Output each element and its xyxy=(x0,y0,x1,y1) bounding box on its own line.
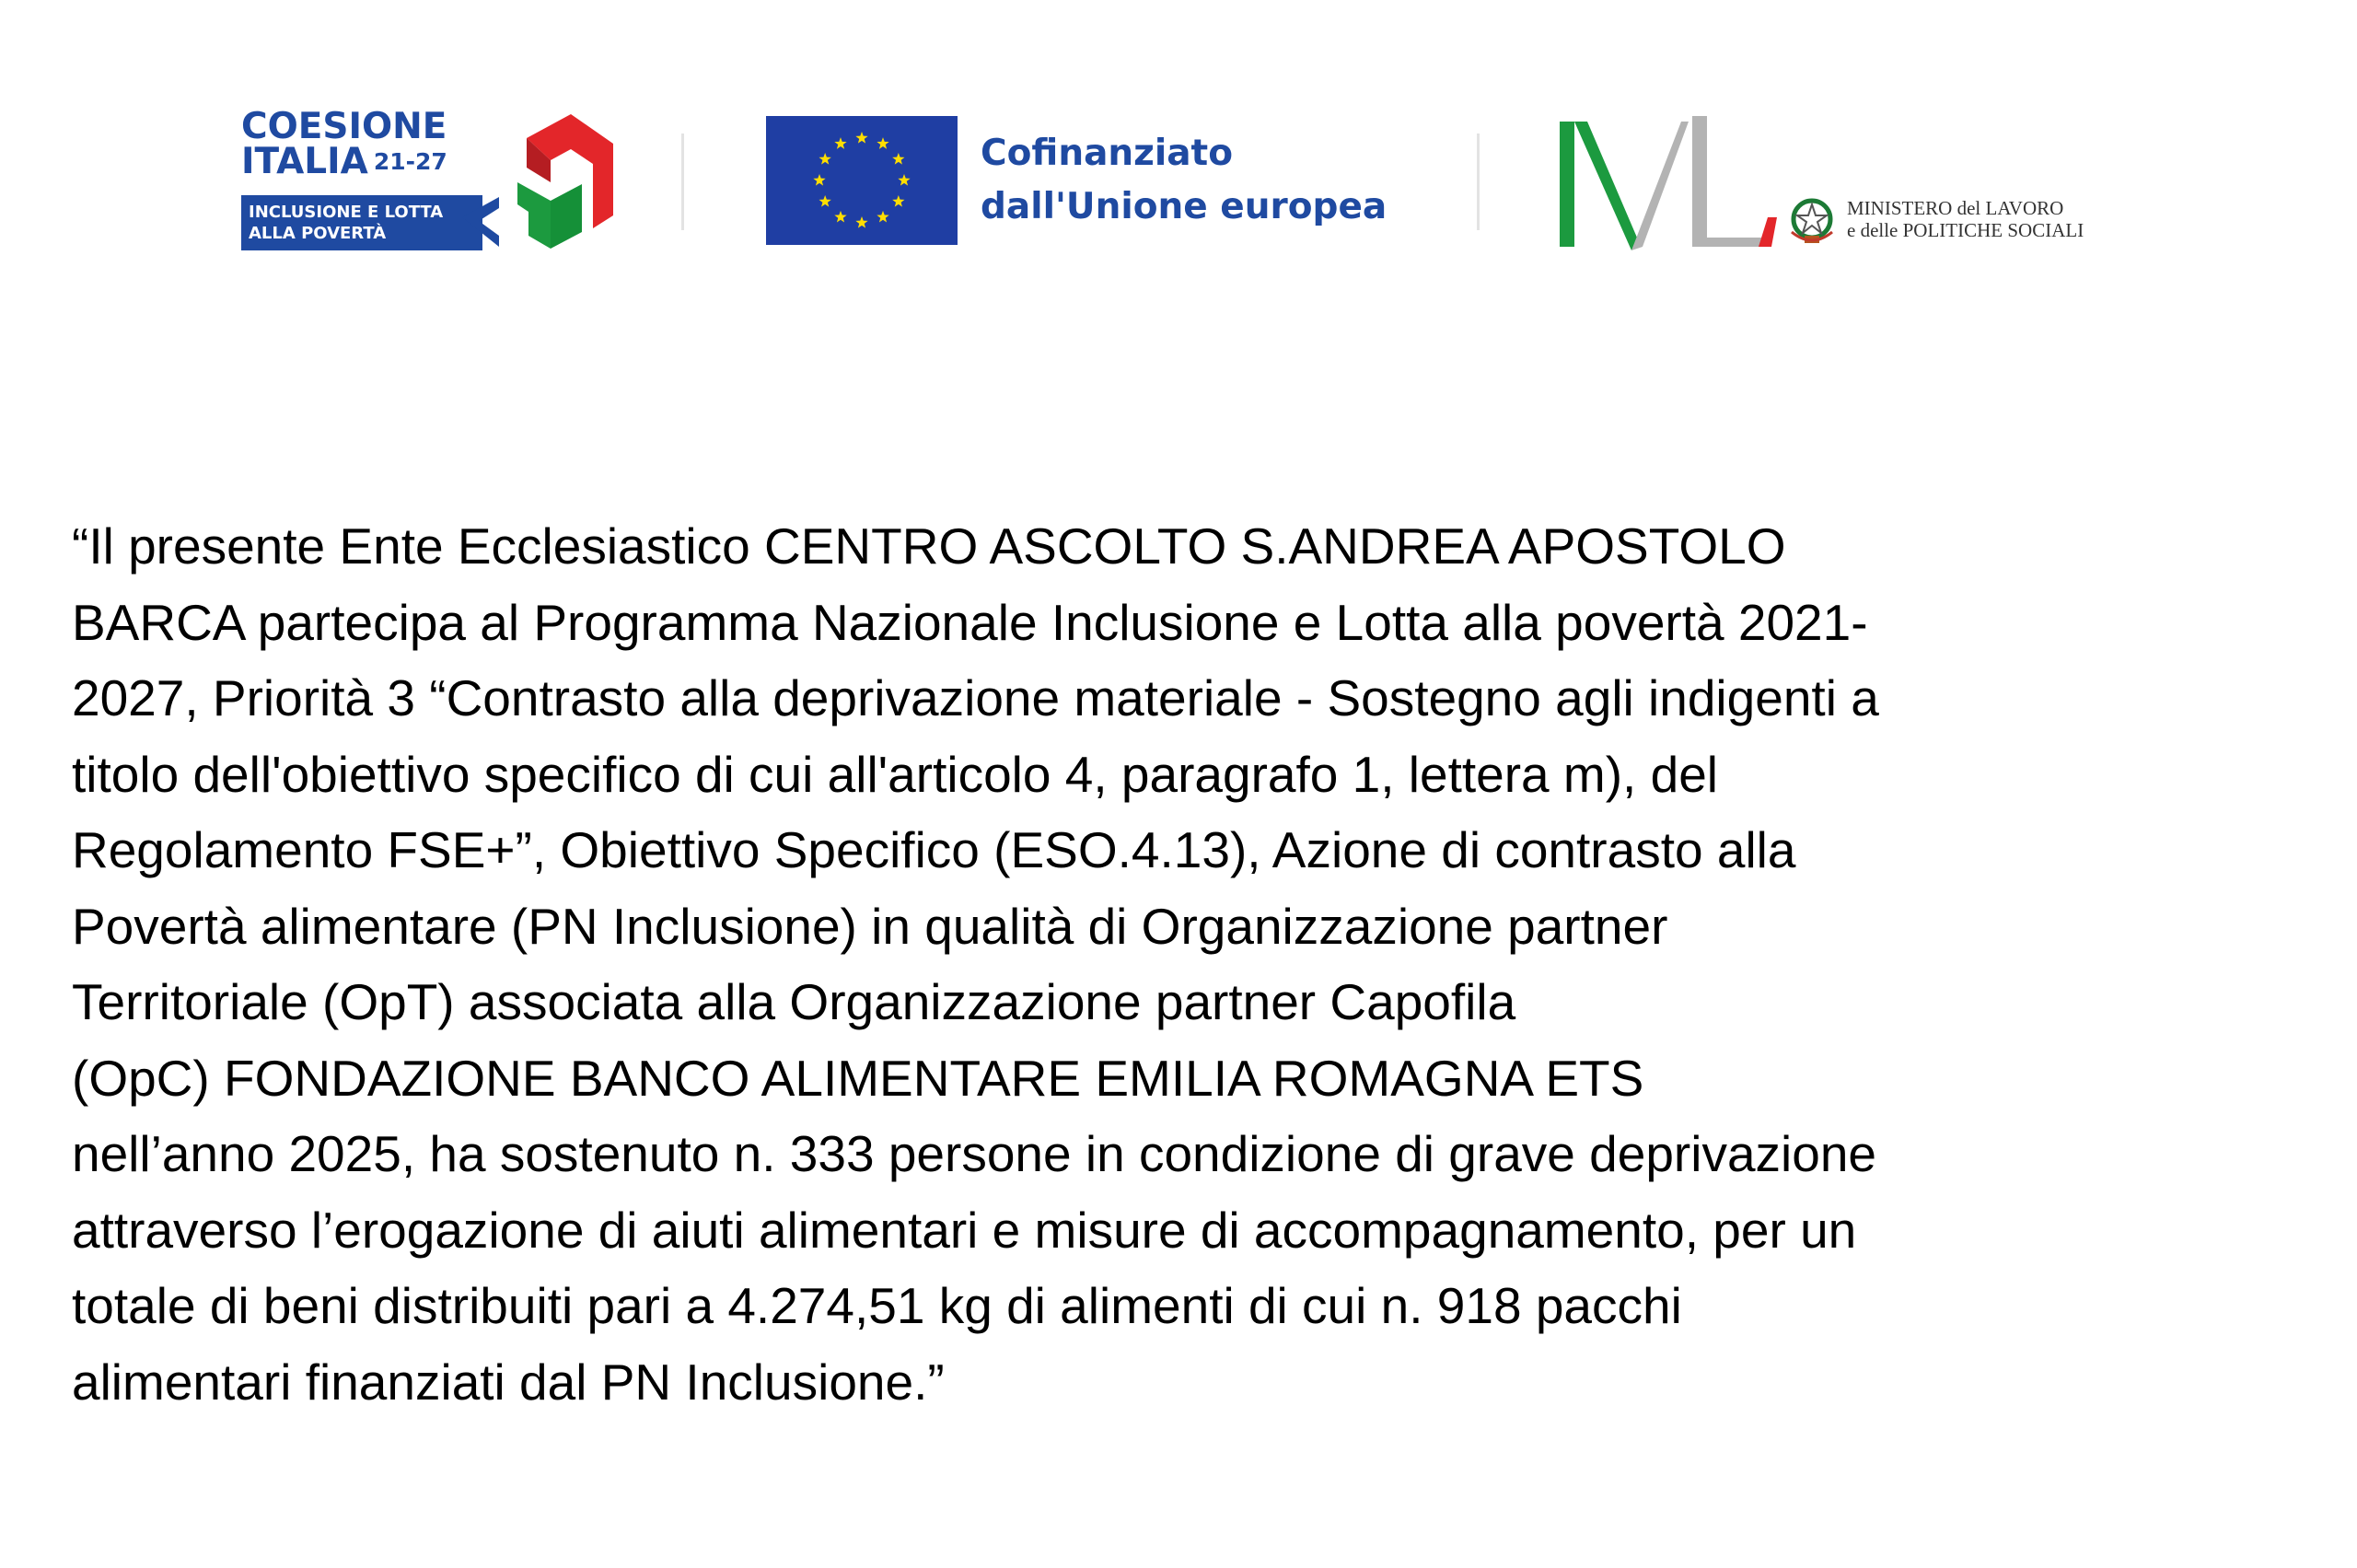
statement-line: 2027, Priorità 3 “Contrasto alla deprivazione materiale - Sostegno agli indigenti a xyxy=(72,669,1879,726)
ministry-text-line2: e delle POLITICHE SOCIALI xyxy=(1847,219,2084,241)
statement-line: (OpC) FONDAZIONE BANCO ALIMENTARE EMILIA ROMAGNA ETS xyxy=(72,1049,1644,1107)
coesione-cube-icon xyxy=(462,109,619,256)
coesione-band xyxy=(241,195,482,250)
italian-republic-emblem-icon xyxy=(1788,195,1836,247)
coesione-title: COESIONE xyxy=(241,106,447,147)
ministry-ml-mark xyxy=(1554,109,1780,251)
coesione-subtitle xyxy=(241,141,447,182)
statement-line: Territoriale (OpT) associata alla Organizzazione partner Capofila xyxy=(72,973,1516,1030)
coesione-band-line1: INCLUSIONE E LOTTA xyxy=(249,203,444,222)
ministry-text xyxy=(1847,197,2084,241)
statement-line: alimentari finanziati dal PN Inclusione.” xyxy=(72,1353,945,1411)
eu-cofinanced-text xyxy=(981,127,1387,234)
eu-text-line2: dall'Unione europea xyxy=(981,186,1387,227)
coesione-italia-logo xyxy=(241,106,619,256)
ministry-text-line1: MINISTERO del LAVORO xyxy=(1847,197,2064,219)
logo-divider xyxy=(1477,134,1480,230)
coesione-band-line2: ALLA POVERTÀ xyxy=(249,224,387,243)
logo-bar xyxy=(0,0,2357,304)
coesione-italia-word: ITALIA xyxy=(241,141,368,182)
statement-paragraph xyxy=(72,508,2318,1420)
statement-line: attraverso l’erogazione di aiuti alimentari e misure di accompagnamento, per un xyxy=(72,1201,1857,1259)
statement-line: “Il presente Ente Ecclesiastico CENTRO ASCOLTO S.ANDREA APOSTOLO xyxy=(72,517,1786,575)
coesione-years: 21-27 xyxy=(373,148,447,175)
eu-text-line1: Cofinanziato xyxy=(981,133,1233,174)
statement-line: Regolamento FSE+”, Obiettivo Specifico (ESO.4.13), Azione di contrasto alla xyxy=(72,821,1796,878)
statement-line: totale di beni distribuiti pari a 4.274,51 kg di alimenti di cui n. 918 pacchi xyxy=(72,1277,1682,1334)
eu-flag-icon xyxy=(766,116,958,245)
statement-line: Povertà alimentare (PN Inclusione) in qualità di Organizzazione partner xyxy=(72,897,1668,955)
statement-line: nell’anno 2025, ha sostenuto n. 333 persone in condizione di grave deprivazione xyxy=(72,1125,1877,1182)
statement-line: BARCA partecipa al Programma Nazionale Inclusione e Lotta alla povertà 2021- xyxy=(72,593,1868,651)
logo-divider xyxy=(681,134,684,230)
statement-line: titolo dell'obiettivo specifico di cui all'articolo 4, paragrafo 1, lettera m), del xyxy=(72,745,1719,803)
